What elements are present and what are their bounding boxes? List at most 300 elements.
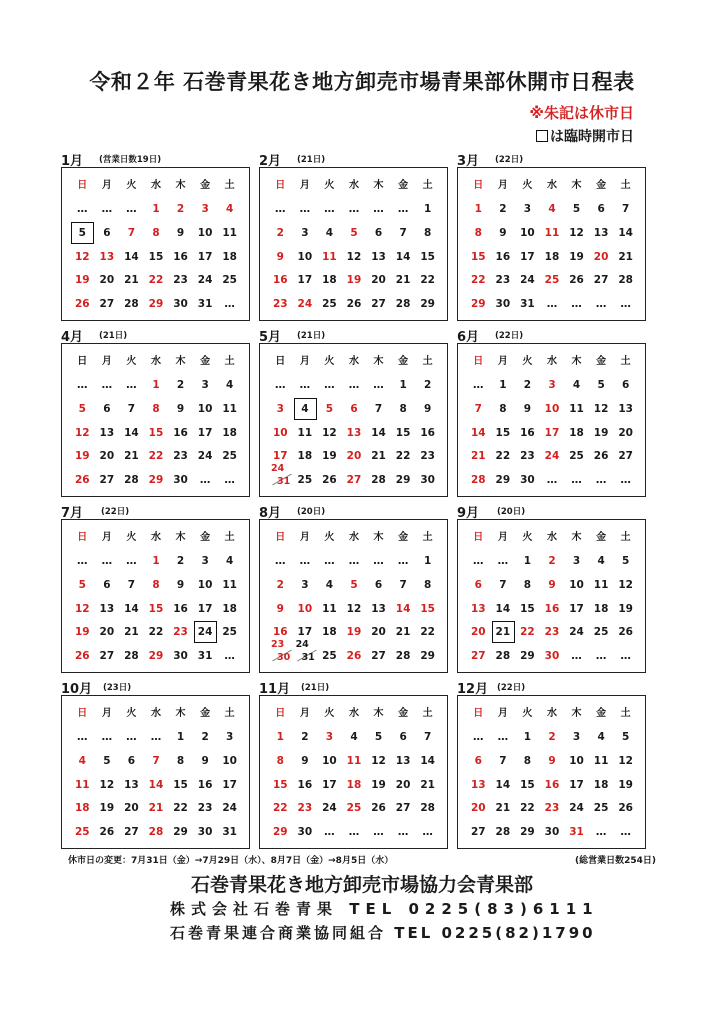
day-cell: 25 — [569, 450, 584, 463]
weekday-header: 月 — [497, 707, 508, 719]
day-cell: 12 — [346, 250, 362, 263]
weekday-header: 火 — [324, 179, 335, 191]
day-cell: 16 — [173, 250, 188, 263]
day-cell: 7 — [399, 578, 407, 591]
day-cell: 30 — [420, 473, 435, 486]
day-cell: 25 — [322, 649, 337, 662]
weekday-header: 月 — [101, 355, 112, 367]
day-cell: … — [397, 203, 409, 216]
day-cell: 17 — [272, 450, 288, 463]
day-cell: … — [77, 555, 88, 568]
day-cell: 16 — [272, 626, 288, 639]
day-cell: 18 — [222, 602, 237, 615]
day-cell: 3 — [201, 555, 209, 568]
weekday-header: 火 — [126, 355, 137, 367]
weekday-header: 土 — [224, 531, 235, 543]
weekday-header: 日 — [275, 707, 286, 719]
weekday-header: 土 — [224, 355, 235, 367]
weekday-header: 月 — [101, 531, 112, 543]
day-cell: … — [595, 825, 607, 838]
day-cell: 30 — [173, 473, 188, 486]
day-cell: … — [101, 731, 113, 744]
day-cell: 11 — [569, 402, 584, 415]
month-business-days: (21日) — [301, 683, 330, 693]
day-cell: 23 — [520, 450, 535, 463]
day-cell: 5 — [325, 402, 334, 415]
day-cell: 29 — [520, 649, 535, 662]
weekday-header: 木 — [175, 355, 186, 367]
month-calendar-box — [457, 695, 646, 849]
day-cell: 27 — [618, 450, 633, 463]
day-cell: 18 — [346, 778, 362, 791]
day-cell: 8 — [523, 578, 532, 591]
month-business-days: (営業日数19日) — [99, 155, 162, 165]
weekday-header: 月 — [497, 531, 508, 543]
day-cell: 1 — [499, 379, 507, 392]
weekday-header: 月 — [299, 707, 310, 719]
weekday-header: 日 — [473, 531, 484, 543]
weekday-header: 水 — [150, 531, 161, 543]
day-cell: 29 — [495, 473, 511, 486]
day-cell: 8 — [523, 754, 532, 767]
day-cell: … — [620, 649, 631, 662]
day-cell: 13 — [371, 602, 386, 615]
day-cell: 11 — [297, 426, 313, 439]
day-cell: 15 — [520, 602, 535, 615]
day-cell: 16 — [520, 426, 535, 439]
weekday-header: 日 — [77, 531, 88, 543]
day-cell: 21 — [470, 450, 486, 463]
day-cell: 12 — [346, 602, 362, 615]
day-cell: … — [224, 649, 235, 662]
day-cell: 25 — [544, 274, 560, 287]
day-cell: 14 — [124, 250, 139, 263]
weekday-header: 金 — [596, 531, 607, 543]
day-cell: 4 — [548, 203, 556, 216]
weekday-header: 火 — [324, 355, 335, 367]
weekday-header: 火 — [126, 531, 137, 543]
weekday-header: 木 — [373, 707, 384, 719]
day-cell: 21 — [124, 274, 139, 287]
weekday-header: 日 — [473, 355, 484, 367]
day-cell: 18 — [544, 250, 560, 263]
day-cell: 20 — [371, 274, 386, 287]
month-2 — [259, 150, 448, 310]
day-cell: 23 — [544, 626, 560, 639]
day-cell: 7 — [399, 226, 407, 239]
month-8 — [259, 502, 448, 663]
total-business-days: (総営業日数254日) — [574, 856, 656, 866]
weekday-header: 金 — [596, 355, 607, 367]
day-cell: 19 — [593, 426, 609, 439]
month-9 — [457, 502, 646, 662]
day-cell: 10 — [297, 250, 313, 263]
day-cell: 25 — [346, 802, 362, 815]
day-cell: 19 — [99, 802, 115, 815]
day-cell: 9 — [499, 226, 507, 239]
day-cell: 30 — [197, 825, 213, 838]
month-name: 4月 — [61, 330, 84, 345]
day-cell: 3 — [276, 402, 284, 415]
day-cell: 17 — [322, 778, 337, 791]
weekday-header: 火 — [126, 179, 137, 191]
day-cell: … — [620, 297, 631, 310]
day-cell: 12 — [74, 602, 90, 615]
day-cell: 24 31 — [295, 638, 315, 663]
day-cell: 17 — [197, 426, 213, 439]
day-cell: 9 — [424, 402, 432, 415]
weekday-header: 木 — [373, 179, 384, 191]
weekday-header: 金 — [398, 355, 409, 367]
day-cell: 19 — [346, 274, 362, 287]
month-calendar-box — [457, 343, 646, 497]
day-cell: 6 — [474, 578, 482, 591]
day-cell: 31 — [520, 297, 535, 310]
day-cell: 4 — [350, 731, 358, 744]
day-cell: 13 — [470, 778, 486, 791]
day-cell: 27 — [593, 274, 609, 287]
day-cell: 7 — [499, 578, 507, 591]
day-cell: … — [324, 555, 335, 568]
day-cell: 20 — [618, 426, 633, 439]
day-cell: 1 — [399, 379, 407, 392]
day-cell: 23 30 — [271, 638, 291, 663]
day-cell: 22 — [395, 450, 411, 463]
day-cell: 15 — [395, 426, 411, 439]
day-cell: … — [595, 649, 607, 662]
day-cell: 28 — [420, 802, 435, 815]
day-cell: 17 — [544, 426, 560, 439]
day-cell: 12 — [371, 754, 386, 767]
day-cell: 15 — [148, 250, 164, 263]
day-cell: 12 — [569, 226, 584, 239]
day-cell: 25 — [593, 802, 609, 815]
weekday-header: 木 — [175, 707, 186, 719]
day-cell: 9 — [276, 250, 284, 263]
day-cell: 28 — [124, 297, 139, 310]
day-cell: 12 — [74, 250, 90, 263]
day-cell: 26 — [618, 626, 633, 639]
weekday-header: 金 — [200, 179, 211, 191]
day-cell: 19 — [569, 250, 584, 263]
day-cell: 20 — [124, 802, 139, 815]
weekday-header: 土 — [620, 179, 631, 191]
day-cell: 11 — [74, 778, 90, 791]
day-cell: 16 — [544, 778, 560, 791]
weekday-header: 土 — [422, 707, 433, 719]
day-cell: 13 — [395, 754, 411, 767]
day-cell: 16 — [544, 602, 560, 615]
day-cell: … — [199, 473, 211, 486]
company-contact-1: 株式会社石巻青果 TEL 0225(83)6111 — [170, 900, 599, 918]
weekday-header: 木 — [571, 531, 582, 543]
weekday-header: 火 — [522, 707, 533, 719]
month-12 — [457, 678, 646, 838]
day-cell: 31 — [197, 297, 213, 310]
weekday-header: 木 — [571, 355, 582, 367]
day-cell: … — [595, 297, 607, 310]
day-cell: 14 — [124, 426, 139, 439]
day-cell: 10 — [197, 578, 213, 591]
holiday-legend: ※朱記は休市日 — [529, 104, 634, 122]
day-cell: … — [101, 203, 113, 216]
day-cell: 12 — [618, 754, 633, 767]
day-cell: 26 — [371, 802, 386, 815]
day-cell: 21 — [124, 626, 139, 639]
day-cell: 7 — [499, 754, 507, 767]
day-cell: 31 — [197, 649, 213, 662]
day-cell: 27 — [124, 825, 139, 838]
day-cell: 17 — [197, 602, 213, 615]
day-cell: 8 — [474, 226, 482, 239]
day-cell: 2 — [276, 226, 284, 239]
month-calendar-box — [61, 167, 250, 321]
day-cell: 30 — [297, 825, 313, 838]
weekday-header: 水 — [348, 355, 359, 367]
day-cell: 22 — [520, 626, 535, 639]
month-name: 2月 — [259, 154, 282, 169]
day-cell: 4 — [293, 398, 318, 420]
day-cell: 2 — [424, 379, 432, 392]
day-cell: … — [373, 203, 384, 216]
month-1 — [61, 150, 250, 310]
day-cell: 13 — [99, 602, 115, 615]
day-cell: … — [126, 731, 137, 744]
day-cell: 15 — [148, 426, 164, 439]
day-cell: 12 — [322, 426, 337, 439]
day-cell: 15 — [420, 250, 435, 263]
day-cell: 19 — [322, 450, 337, 463]
special-open-legend — [536, 126, 634, 146]
day-cell: 24 31 — [271, 462, 291, 487]
weekday-header: 日 — [275, 179, 286, 191]
day-cell: … — [299, 555, 311, 568]
day-cell: … — [101, 555, 113, 568]
day-cell: 12 — [593, 402, 609, 415]
day-cell: 16 — [173, 602, 188, 615]
day-cell: 21 — [124, 450, 139, 463]
company-contact-2: 石巻青果連合商業協同組合 TEL 0225(82)1790 — [170, 924, 596, 942]
day-cell: 1 — [152, 203, 160, 216]
day-cell: 14 — [470, 426, 486, 439]
day-cell: … — [77, 379, 88, 392]
day-cell: 15 — [272, 778, 288, 791]
weekday-header: 金 — [200, 707, 211, 719]
day-cell: 12 — [99, 778, 115, 791]
day-cell: 26 — [346, 649, 362, 662]
weekday-header: 金 — [200, 355, 211, 367]
day-cell: 28 — [495, 649, 511, 662]
day-cell: … — [324, 825, 335, 838]
day-cell: 6 — [474, 754, 482, 767]
day-cell: … — [571, 297, 582, 310]
day-cell: 8 — [152, 578, 160, 591]
day-cell: 5 — [374, 731, 383, 744]
day-cell: 7 — [374, 402, 383, 415]
weekday-header: 木 — [373, 355, 384, 367]
day-cell: 29 — [395, 473, 411, 486]
day-cell: 24 — [222, 802, 237, 815]
day-cell: 7 — [152, 754, 160, 767]
day-cell: 4 — [226, 379, 234, 392]
day-cell: 28 — [470, 473, 486, 486]
month-calendar-box — [457, 167, 646, 321]
day-cell: 10 — [297, 602, 313, 615]
day-cell: 3 — [301, 578, 309, 591]
day-cell: … — [546, 473, 558, 486]
day-cell: 9 — [176, 226, 185, 239]
day-cell: 11 — [593, 578, 609, 591]
day-cell: 28 — [395, 649, 411, 662]
weekday-header: 土 — [620, 355, 631, 367]
month-calendar-box — [259, 343, 448, 497]
day-cell: … — [126, 203, 137, 216]
day-cell: 28 — [495, 825, 511, 838]
day-cell: 25 — [222, 450, 237, 463]
day-cell: 5 — [622, 555, 630, 568]
weekday-header: 火 — [522, 179, 533, 191]
day-cell: 6 — [350, 402, 358, 415]
month-calendar-box — [457, 519, 646, 673]
day-cell: 3 — [572, 555, 581, 568]
day-cell: 19 — [74, 626, 90, 639]
day-cell: 27 — [470, 649, 486, 662]
weekday-header: 火 — [324, 707, 335, 719]
day-cell: 2 — [276, 578, 284, 591]
day-cell: 11 — [346, 754, 362, 767]
day-cell: 10 — [197, 402, 213, 415]
day-cell: 13 — [99, 250, 115, 263]
day-cell: 22 — [272, 802, 288, 815]
day-cell: 6 — [127, 754, 136, 767]
day-cell: 28 — [395, 297, 411, 310]
day-cell: 26 — [74, 473, 90, 486]
day-cell: 18 — [74, 802, 90, 815]
weekday-header: 水 — [348, 179, 359, 191]
weekday-header: 木 — [175, 531, 186, 543]
day-cell: 19 — [346, 626, 362, 639]
day-cell: … — [348, 825, 360, 838]
day-cell: 19 — [74, 450, 90, 463]
day-cell: 19 — [371, 778, 386, 791]
day-cell: … — [373, 555, 384, 568]
weekday-header: 水 — [546, 179, 557, 191]
day-cell: 30 — [544, 649, 560, 662]
day-cell: 6 — [374, 578, 383, 591]
month-business-days: (22日) — [495, 331, 524, 341]
day-cell: … — [620, 825, 631, 838]
day-cell: 22 — [148, 450, 164, 463]
month-calendar-box — [259, 695, 448, 849]
day-cell: 10 — [222, 754, 237, 767]
day-cell: 7 — [622, 203, 630, 216]
weekday-header: 木 — [373, 531, 384, 543]
weekday-header: 火 — [324, 531, 335, 543]
day-cell: 1 — [523, 731, 532, 744]
weekday-header: 木 — [175, 179, 186, 191]
day-cell: 14 — [495, 602, 511, 615]
day-cell: 23 — [197, 802, 213, 815]
day-cell: 17 — [222, 778, 237, 791]
day-cell: 11 — [222, 578, 237, 591]
month-business-days: (21日) — [297, 331, 326, 341]
day-cell: 20 — [346, 450, 362, 463]
day-cell: … — [77, 203, 88, 216]
day-cell: 1 — [176, 731, 185, 744]
month-calendar-box — [259, 167, 448, 321]
day-cell: 25 — [222, 626, 237, 639]
weekday-header: 日 — [77, 179, 88, 191]
day-cell: 17 — [520, 250, 535, 263]
month-7 — [61, 502, 250, 662]
day-cell: 11 — [222, 402, 237, 415]
day-cell: 10 — [520, 226, 535, 239]
day-cell: 28 — [124, 473, 139, 486]
day-cell: 31 — [569, 825, 584, 838]
day-cell: 29 — [470, 297, 486, 310]
special-open-legend-text: は臨時開市日 — [550, 129, 634, 145]
day-cell: 2 — [301, 731, 309, 744]
month-business-days: (21日) — [99, 331, 128, 341]
day-cell: 9 — [176, 578, 185, 591]
weekday-header: 水 — [546, 355, 557, 367]
day-cell: 17 — [569, 778, 584, 791]
day-cell: 4 — [78, 754, 86, 767]
month-business-days: (20日) — [297, 507, 326, 517]
day-cell: 9 — [176, 402, 185, 415]
day-cell: 14 — [495, 778, 511, 791]
day-cell: 11 — [322, 602, 337, 615]
day-cell: 24 — [193, 621, 218, 643]
month-3 — [457, 150, 646, 310]
day-cell: 10 — [272, 426, 288, 439]
day-cell: … — [397, 555, 409, 568]
month-name: 9月 — [457, 506, 480, 521]
day-cell: 15 — [173, 778, 188, 791]
day-cell: 16 — [272, 274, 288, 287]
day-cell: 3 — [201, 203, 209, 216]
day-cell: 2 — [176, 555, 185, 568]
month-5 — [259, 326, 448, 487]
day-cell: 1 — [276, 731, 284, 744]
day-cell: 17 — [197, 250, 213, 263]
day-cell: 1 — [424, 555, 432, 568]
day-cell: 30 — [173, 297, 188, 310]
day-cell: 2 — [201, 731, 209, 744]
day-cell: 8 — [399, 402, 407, 415]
weekday-header: 火 — [522, 355, 533, 367]
day-cell: 10 — [569, 578, 584, 591]
day-cell: 19 — [74, 274, 90, 287]
day-cell: 10 — [544, 402, 560, 415]
weekday-header: 土 — [422, 179, 433, 191]
month-name: 12月 — [457, 682, 489, 697]
day-cell: … — [620, 473, 631, 486]
day-cell: 23 — [420, 450, 435, 463]
day-cell: 8 — [152, 402, 160, 415]
day-cell: … — [473, 555, 484, 568]
day-cell: 28 — [371, 473, 386, 486]
day-cell: 9 — [301, 754, 309, 767]
day-cell: 21 — [491, 621, 516, 643]
day-cell: … — [422, 825, 433, 838]
weekday-header: 月 — [101, 179, 112, 191]
day-cell: 29 — [520, 825, 535, 838]
month-11 — [259, 678, 448, 838]
day-cell: 8 — [499, 402, 507, 415]
day-cell: 15 — [420, 602, 435, 615]
day-cell: 15 — [495, 426, 511, 439]
